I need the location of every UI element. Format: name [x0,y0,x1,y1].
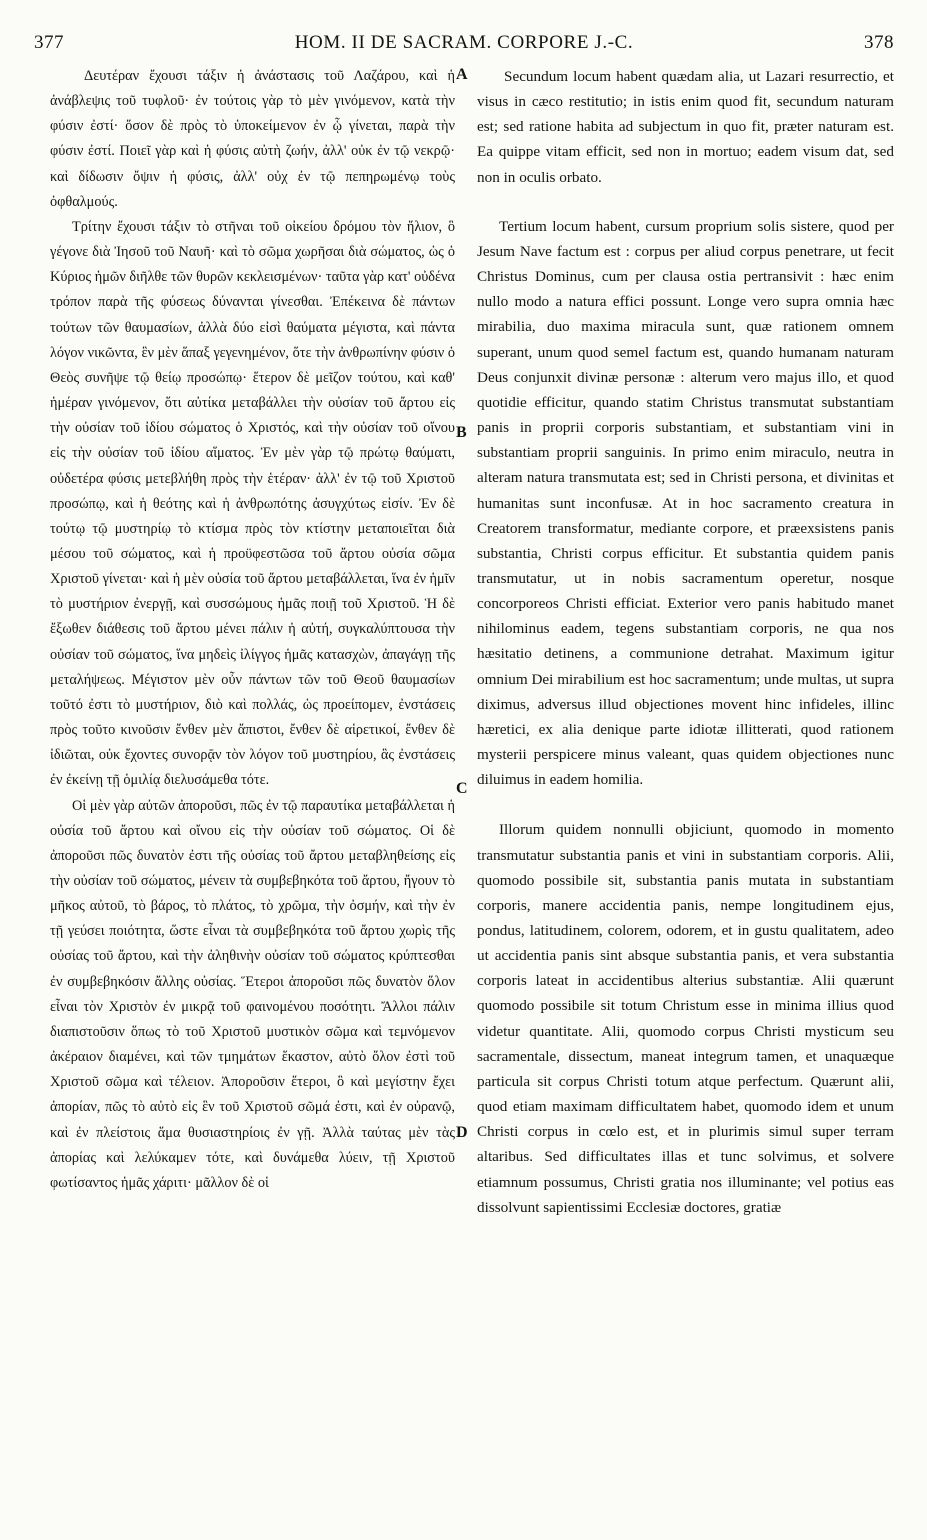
greek-paragraph: Οἱ μὲν γὰρ αὐτῶν ἀποροῦσι, πῶς ἐν τῷ παραυτίκα μεταβάλλεται ἡ οὐσία τοῦ ἄρτου καὶ οἴνου εἰς τὴν οὐσίαν τοῦ σώματος. Οἱ δὲ ἀποροῦσι πῶς δυνατὸν ἐστι τῆς οὐσίας τοῦ ἄρτου μεταβληθείσης εἰς τὴν οὐσίαν τοῦ σώματος, μένειν τὰ συμβεβηκότα τοῦ ἄρτου, ἤγουν τὸ μῆκος αὐτοῦ, τὸ βάρος, τὸ πλάτος, τὸ χρῶμα, τὴν ὀσμήν, καὶ τὴν ἐν τῇ γεύσει ποιότητα, ὥστε εἶναι τὰ συμβεβηκότα τοῦ ἄρτου χωρὶς τῆς οὐσίας τοῦ ἄρτου, καὶ τὴν ἀληθινὴν οὐσίαν τοῦ σώματος κρύπτεσθαι ἐν συμβεβηκόσιν ἄλλης οὐσίας. Ἕτεροι ἀποροῦσι πῶς δυνατὸν ὅλον εἶναι τὸν Χριστὸν ἐν μικρᾷ τοῦ φαινομένου ποσότητι. Ἄλλοι πάλιν διαπιστοῦσιν ὅπως τὸ τοῦ Χριστοῦ μυστικὸν σῶμα καὶ τεμνόμενον ἀκέραιον διαμένει, καὶ τῶν τμημάτων ἕκαστον, αὐτὸ ὅλον ἐστὶ τοῦ Χριστοῦ σῶμα καὶ τέλειον. Ἀποροῦσιν ἕτεροι, ὃ καὶ μεγίστην ἔχει ἀπορίαν, πῶς τὸ αὐτὸ εἰς ἓν τοῦ Χριστοῦ σῶμά ἐστι, καὶ ἐν οὐρανῷ, καὶ ἐν πλείστοις ἅμα θυσιαστηρίοις ἐν γῇ. Ἀλλὰ ταύτας μὲν τὰς ἀπορίας καὶ λελύκαμεν τότε, καὶ δυνάμεθα λύειν, τῇ Χριστοῦ φωτίσαντος ἡμᾶς χάριτι· μᾶλλον δὲ οἱ [50,797,455,1191]
margin-marker-a: A [456,66,468,83]
running-title: HOM. II DE SACRAM. CORPORE J.-C. [294,32,634,53]
margin-marker-c: C [456,780,468,797]
margin-marker-d: D [456,1124,468,1141]
left-page-number: 377 [34,32,64,53]
running-header [34,32,894,58]
latin-paragraph: Secundum locum habent quædam alia, ut Lazari resurrectio, et visus in cæco restitutio; in istis enim quod fit, secundum naturam est; sed ratione habita ad subjectum in quo fit, præter naturam est. Ea quippe vitam efficit, sed non in mortuo; eadem visum dat, sed non in oculis orbato. [477,68,894,186]
greek-column [50,64,455,1196]
greek-paragraph: Τρίτην ἔχουσι τάξιν τὸ στῆναι τοῦ οἰκείου δρόμου τὸν ἥλιον, ὃ γέγονε διὰ Ἰησοῦ τοῦ Ναυῆ· καὶ τὸ σῶμα χωρῆσαι διὰ σώματος, ὡς ὁ Κύριος ἡμῶν διῆλθε τῶν θυρῶν κεκλεισμένων· ταῦτα γὰρ κατ' οὐδένα τρόπον παρὰ τῆς φύσεως δύνανται γίνεσθαι. Ἐπέκεινα δὲ πάντων τούτων τῶν θαυμασίων, ἀλλὰ δύο εἰσὶ θαύματα μέγιστα, καὶ πάντα λόγον νικῶντα, ἓν μὲν ἅπαξ γεγενημένον, ὅτε τὴν ἀνθρωπίνην φύσιν ὁ Θεὸς συνῆψε τῷ θείῳ προσώπῳ· ἕτερον δὲ μεῖζον τούτου, καὶ καθ' ἡμέραν γινόμενον, ὅτι αὐτίκα μεταβάλλει τὴν οὐσίαν τοῦ ἄρτου εἰς τὴν οὐσίαν τοῦ ἰδίου σώματος ὁ Χριστός, καὶ τὴν οὐσίαν τοῦ οἴνου εἰς τὴν οὐσίαν τοῦ ἰδίου αἵματος. Ἐν μὲν γὰρ τῷ πρώτῳ θαύματι, οὐδετέρα φύσις μετεβλήθη πρὸς τὴν ἑτέραν· ἀλλ' ἐν τῷ τοῦ Χριστοῦ προσώπῳ, καὶ ἡ θεότης καὶ ἡ ἀνθρωπότης ἀσυγχύτως εἰσίν. Ἐν δὲ τούτῳ τῷ μυστηρίῳ τὸ κτίσμα πρὸς τὸν κτίστην μεταποιεῖται διὰ μέσου τοῦ σώματος, καὶ ἡ προϋφεστῶσα τοῦ ἄρτου οὐσία σῶμα Χριστοῦ γίνεται· καὶ ἡ μὲν οὐσία τοῦ ἄρτου μεταβάλλεται, ἵνα ἐν ἡμῖν τὸ μυστήριον ἐνεργῇ, καὶ συσσώμους ἡμᾶς ποιῇ τοῦ Χριστοῦ. Ἡ δὲ ἔξωθεν διάθεσις τοῦ ἄρτου μένει πάλιν ἡ αὐτή, συγκαλύπτουσα τὴν οὐσίαν τοῦ σώματος, ἵνα μηδεὶς ἰλίγγος ἡμᾶς κατασχὼν, ἀπαγάγῃ τῆς μεταλήψεως. Μέγιστον μὲν οὖν πάντων τῶν τοῦ Θεοῦ θαυμασίων τοῦτό ἐστι τὸ μυστήριον, διὸ καὶ πολλάς, ὡς προείπομεν, ἐνστάσεις πρὸς τοῦτο κινοῦσιν ἔνθεν μὲν ἄπιστοι, ἔνθεν δὲ αἱρετικοί, ἔνθεν δὲ ἰδιῶται, οὐκ ἔχοντες συνορᾷν τὸν λόγον τοῦ μυστηρίου, ἃς ἐνστάσεις ἐν ἐκείνῃ τῇ ὁμιλίᾳ διελυσάμεθα τότε. [50,218,455,789]
greek-paragraph: Δευτέραν ἔχουσι τάξιν ἡ ἀνάστασις τοῦ Λαζάρου, καὶ ἡ ἀνάβλεψις τοῦ τυφλοῦ· ἐν τούτοις γὰρ τὸ μὲν γινόμενον, κατὰ τὴν φύσιν ἐστί· ὅσον δὲ πρὸς τὸ ὑποκείμενον ἐν ᾧ γίνεται, παρὰ τὴν φύσιν ἐστί. Ποιεῖ γὰρ καὶ ἡ φύσις αὐτὴ ζωήν, ἀλλ' οὐκ ἐν τῷ νεκρῷ· καὶ δίδωσιν ὄψιν ἡ φύσις, ἀλλ' οὐχ ἐν τῷ πεπηρωμένῳ τοὺς ὀφθαλμούς. [50,68,455,210]
right-page-number: 378 [863,32,894,53]
margin-marker-b: B [456,424,467,441]
latin-paragraph: Illorum quidem nonnulli objiciunt, quomodo in momento transmutatur substantia panis et vini in substantiam corporis. Alii, quomodo possibile sit, substantia panis mutata in substantiam corporis, manere accidentia panis, nempe longitudinem ejus, pondus, latitudinem, colorem, odorem, et in gustu qualitatem, adeo ut accidentia panis sint absque substantia panis, et vera substantia corporis lateat in accidentibus alterius substantiæ. Alii quærunt quomodo possibile sit totum Christum esse in minima illius quod videtur quantitate. Alii, quomodo corpus Christi mysticum seu sacramentale, dissectum, maneat integrum tamen, et unaquæque particula sit corpus Christi totum atque perfectum. Quærunt alii, quod etiam maximam difficultatem habet, quomodo idem et unum Christi corpus in cœlo est, et in plurimis simul super terram altaribus. Sed difficultates illas et tunc solvimus, et solvere etiamnum possumus, Christi gratia nos illuminante; vel potius eas dissolvunt sapientissimi Ecclesiæ doctores, gratiæ [477,821,894,1216]
latin-paragraph: Tertium locum habent, cursum proprium solis sistere, quod per Jesum Nave factum est : corpus per aliud corpus penetrare, ut fecit Christus Dominus, cum per clausa ostia pertransivit : hæc enim nullo modo a natura effici possunt. Longe vero supra omnia hæc mirabilia, duo maxima miracula sunt, quæ rationem omnem superant, unum quod semel factum est, quando humanam naturam Deus conjunxit divinæ personæ : alterum vero majus illo, et quod quotidie efficitur, quando statim Christus transmutat substantiam panis in proprii corporis substantiam, et substantiam vini in substantiam proprii sanguinis. In primo enim miraculo, neutra in alteram natura transmutata est; sed in Christi persona, et divinitas et humanitas sunt inconfusæ. At in hoc sacramento creatura in Creatorem transformatur, mediante corpore, et præexsistens panis substantia, Christi corpus efficitur. Et substantia quidem panis transmutatur, ut in nobis sacramentum operetur, nosque concorporeos Christi efficiat. Exterior vero panis habitudo manet nihilominus eadem, tegens substantiam corporis, ne qua nos hæsitatio detinens, a communione detrahat. Maximum igitur omnium Dei mirabilium est hoc sacramentum; unde multas, ut supra diximus, adversus illud objectiones movent hinc infideles, illinc hæretici, ex alia denique parte idiotæ illitterati, quod rationem mysterii perspicere minus valeant, quas quidem objectiones nunc diluimus in eadem homilia. [477,217,894,789]
latin-column [477,64,894,1220]
